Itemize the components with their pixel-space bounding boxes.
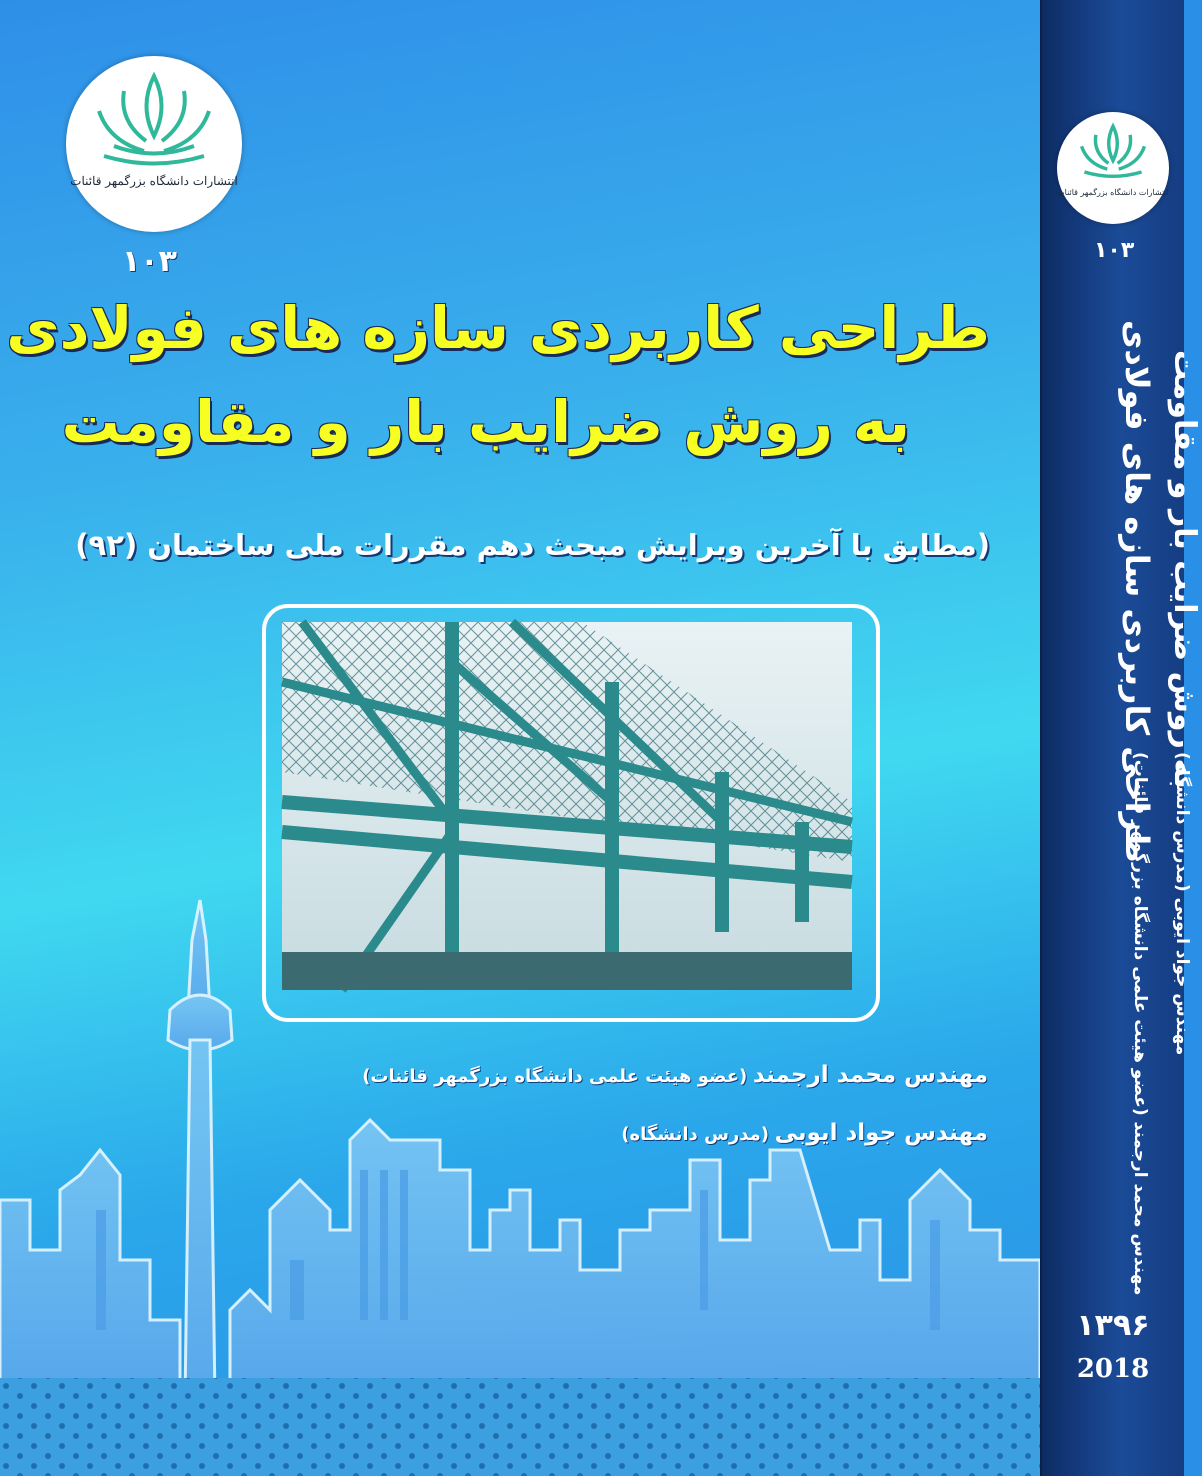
spine-year-persian: ۱۳۹۶ xyxy=(1076,1308,1150,1343)
spine-logo-text: انتشارات دانشگاه بزرگمهر قائنات xyxy=(1057,188,1169,197)
author-2-affiliation: (مدرس دانشگاه) xyxy=(621,1124,770,1145)
author-2 xyxy=(621,1120,988,1146)
lotus-icon xyxy=(84,66,224,176)
book-spine xyxy=(1040,0,1202,1476)
spine-year-gregorian: 2018 xyxy=(1076,1354,1150,1384)
author-2-name: مهندس جواد ایوبی xyxy=(774,1120,988,1146)
author-1 xyxy=(362,1062,988,1088)
book-title-line2: به روش ضرایب بار و مقاومت xyxy=(61,388,910,456)
spine-lotus-icon xyxy=(1073,120,1153,184)
steel-frame-image xyxy=(282,622,852,990)
series-number: ۱۰۳ xyxy=(122,244,177,279)
spine-author-2: مهندس جواد ایوبی (مدرس دانشگاه) xyxy=(1172,752,1192,1056)
spine-title-line2: به روش ضرایب بار و مقاومت xyxy=(1167,350,1202,789)
author-1-name: مهندس محمد ارجمند xyxy=(752,1062,988,1088)
publisher-logo xyxy=(66,56,242,232)
spine-series-number: ۱۰۳ xyxy=(1094,238,1135,263)
spine-title-line1: طراحی کاربردی سازه های فولادی xyxy=(1118,320,1156,863)
book-subtitle: (مطابق با آخرین ویرایش مبحث دهم مقررات ملی ساختمان (۹۲) xyxy=(75,528,990,562)
publisher-logo-text: انتشارات دانشگاه بزرگمهر قائنات xyxy=(70,174,238,188)
author-1-affiliation: (عضو هیئت علمی دانشگاه بزرگمهر قائنات) xyxy=(362,1066,748,1087)
spine-author-1: مهندس محمد ارجمند (عضو هیئت علمی دانشگاه بزرگمهر قائنات) xyxy=(1130,752,1150,1296)
book-title-line1: طراحی کاربردی سازه های فولادی xyxy=(6,294,990,362)
spine-publisher-logo xyxy=(1057,112,1169,224)
steel-structure-photo xyxy=(282,622,852,990)
